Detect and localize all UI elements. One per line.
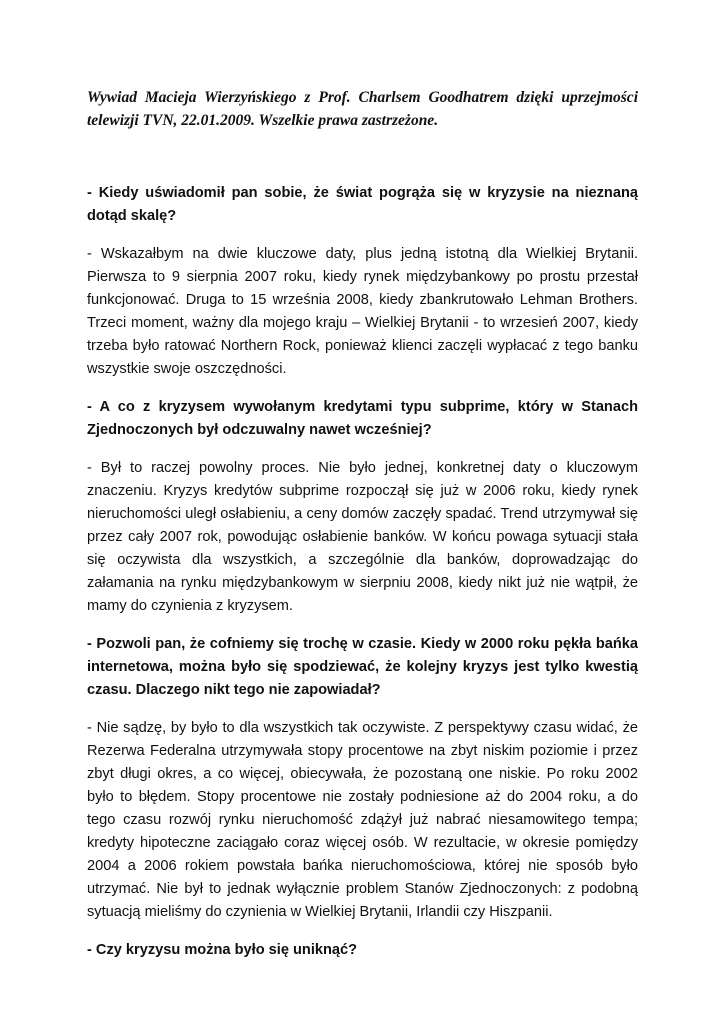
answer-2: - Był to raczej powolny proces. Nie było jednej, konkretnej daty o kluczowym znaczeniu. Kryzys kredytów subprime rozpoczął się już w 2006 roku, kiedy rynek nieruchomości uległ osłabieniu, a ceny domów zaczęły spadać. Trend utrzymywał się przez cały 2007 rok, powodując osłabienie banków. W końcu powaga sytuacji stała się oczywista dla wszystkich, a szczególnie dla banków, doprowadzając do załamania na rynku międzybankowym w sierpniu 2008, kiedy nikt już nie wątpił, że mamy do czynienia z kryzysem. (87, 460, 638, 614)
answer-1: - Wskazałbym na dwie kluczowe daty, plus jedną istotną dla Wielkiej Brytanii. Pierwsza to 9 sierpnia 2007 roku, kiedy rynek międzybankowy po prostu przestał funkcjonować. Druga to 15 września 2008, kiedy zbankrutowało Lehman Brothers. Trzeci moment, ważny dla mojego kraju – Wielkiej Brytanii - to wrzesień 2007, kiedy trzeba było ratować Northern Rock, ponieważ klienci zaczęli wypłacać z tego banku wszystkie swoje oszczędności. (87, 246, 638, 377)
document-page (87, 86, 638, 977)
question-2: - A co z kryzysem wywołanym kredytami typu subprime, który w Stanach Zjednoczonych był odczuwalny nawet wcześniej? (87, 399, 638, 438)
question-1: - Kiedy uświadomił pan sobie, że świat pogrąża się w kryzysie na nieznaną dotąd skalę? (87, 185, 638, 224)
interview-intro: Wywiad Macieja Wierzyńskiego z Prof. Charlsem Goodhatrem dzięki uprzejmości telewizji TVN, 22.01.2009. Wszelkie prawa zastrzeżone. (87, 89, 638, 129)
question-4: - Czy kryzysu można było się uniknąć? (87, 942, 358, 958)
answer-3: - Nie sądzę, by było to dla wszystkich tak oczywiste. Z perspektywy czasu widać, że Rezerwa Federalna utrzymywała stopy procentowe na zbyt niskim poziomie i przez zbyt długi okres, a co więcej, obiecywała, że pozostaną one niskie. Po roku 2002 było to błędem. Stopy procentowe nie zostały podniesione aż do 2004 roku, a do tego czasu rozwój rynku nieruchomość zdążył już nabrać niesamowitego tempa; kredyty hipoteczne zaciągało coraz więcej osób. W rezultacie, w okresie pomiędzy 2004 a 2006 rokiem powstała bańka nieruchomościowa, której nie sposób było utrzymać. Nie był to jednak wyłącznie problem Stanów Zjednoczonych: z podobną sytuacją mieliśmy do czynienia w Wielkiej Brytanii, Irlandii czy Hiszpanii. (87, 720, 638, 920)
question-3: - Pozwoli pan, że cofniemy się trochę w czasie. Kiedy w 2000 roku pękła bańka internetowa, można było się spodziewać, że kolejny kryzys jest tylko kwestią czasu. Dlaczego nikt tego nie zapowiadał? (87, 636, 638, 698)
